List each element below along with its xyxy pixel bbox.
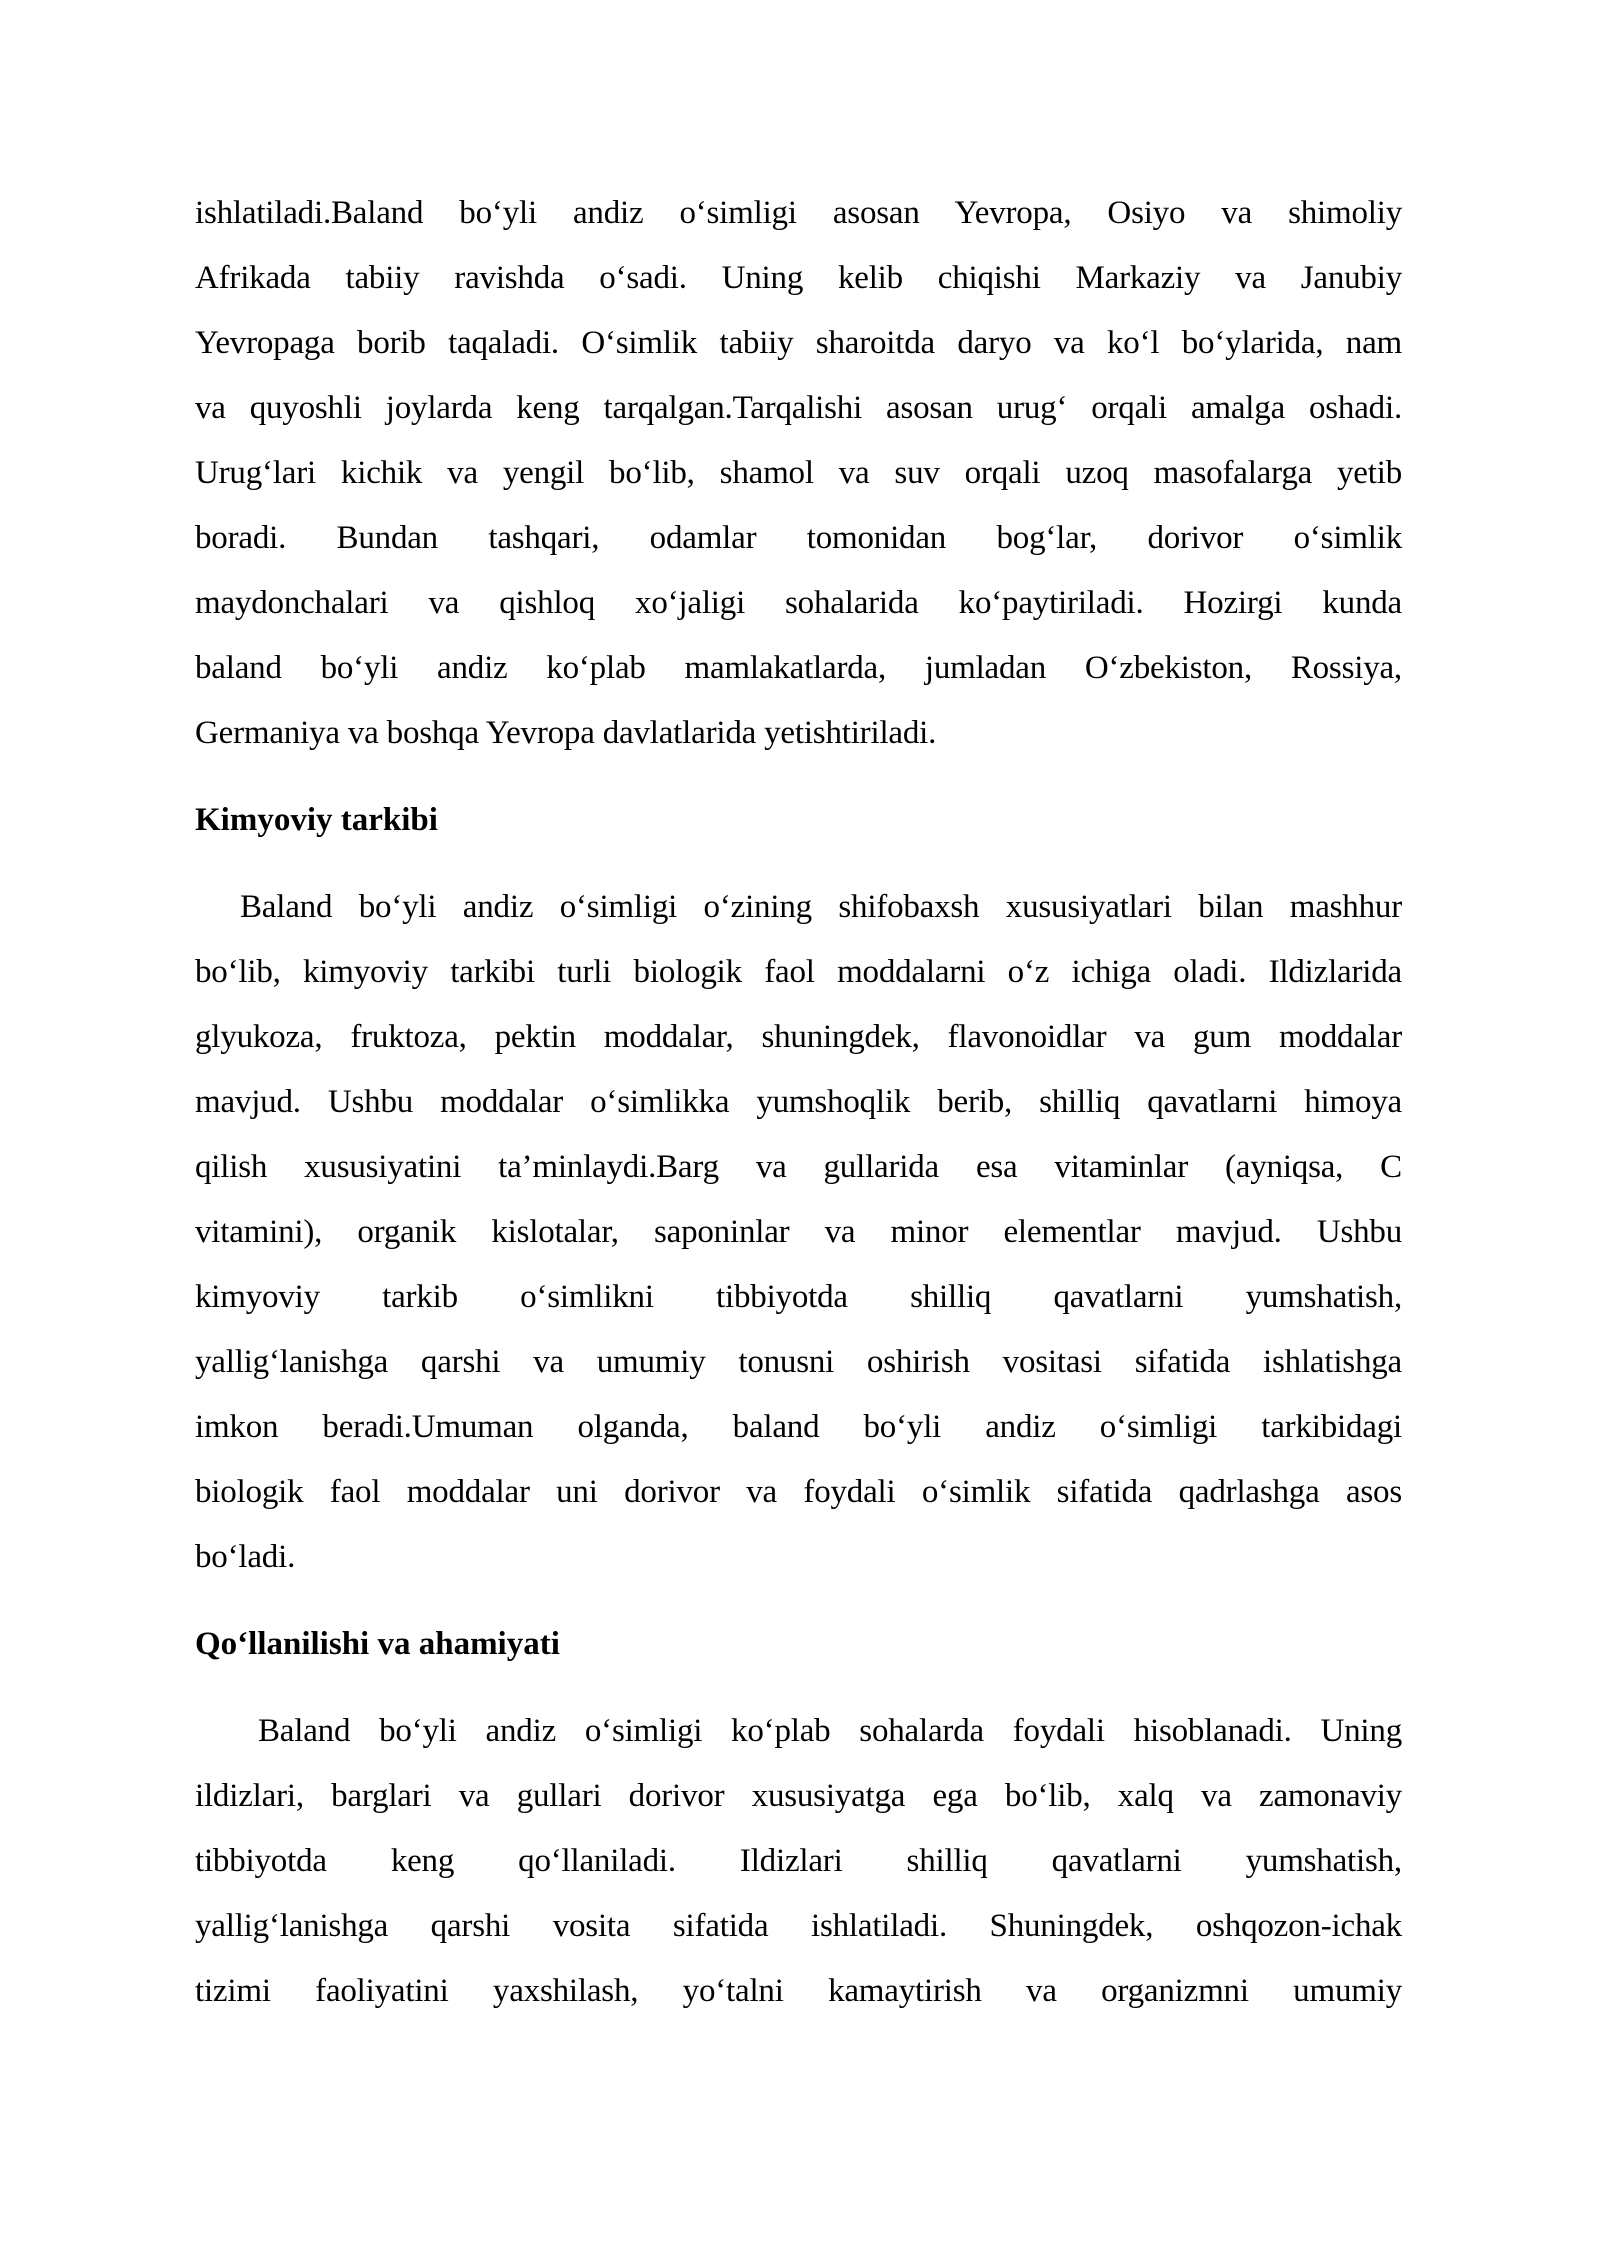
text-line: va quyoshli joylarda keng tarqalgan.Tarqalishi asosan urug‘ orqali amalga oshadi. (195, 390, 1402, 426)
text-line: bo‘lib, kimyoviy tarkibi turli biologik faol moddalarni o‘z ichiga oladi. Ildizlarida (195, 954, 1402, 990)
text-line: Afrikada tabiiy ravishda o‘sadi. Uning kelib chiqishi Markaziy va Janubiy (195, 260, 1402, 296)
text-line: yallig‘lanishga qarshi va umumiy tonusni oshirish vositasi sifatida ishlatishga (195, 1344, 1402, 1380)
text-line: boradi. Bundan tashqari, odamlar tomonidan bog‘lar, dorivor o‘simlik (195, 520, 1402, 556)
text-line: maydonchalari va qishloq xo‘jaligi sohalarida ko‘paytiriladi. Hozirgi kunda (195, 585, 1402, 621)
text-line: glyukoza, fruktoza, pektin moddalar, shuningdek, flavonoidlar va gum moddalar (195, 1019, 1402, 1055)
text-line: baland bo‘yli andiz ko‘plab mamlakatlarda, jumladan O‘zbekiston, Rossiya, (195, 650, 1402, 686)
text-line: vitamini), organik kislotalar, saponinlar va minor elementlar mavjud. Ushbu (195, 1214, 1402, 1250)
text-line: Baland bo‘yli andiz o‘simligi o‘zining shifobaxsh xususiyatlari bilan mashhur (240, 889, 1402, 925)
text-line: mavjud. Ushbu moddalar o‘simlikka yumshoqlik berib, shilliq qavatlarni himoya (195, 1084, 1402, 1120)
paragraph (195, 875, 1402, 1590)
text-line: qilish xususiyatini ta’minlaydi.Barg va gullarida esa vitaminlar (ayniqsa, C (195, 1149, 1402, 1185)
paragraph (195, 1699, 1402, 2024)
document-text-column (195, 181, 1402, 2024)
text-line: ishlatiladi.Baland bo‘yli andiz o‘simligi asosan Yevropa, Osiyo va shimoliy (195, 195, 1402, 231)
text-line: Urug‘lari kichik va yengil bo‘lib, shamol va suv orqali uzoq masofalarga yetib (195, 455, 1402, 491)
text-line: yallig‘lanishga qarshi vosita sifatida ishlatiladi. Shuningdek, oshqozon-ichak (195, 1908, 1402, 1944)
text-line: Baland bo‘yli andiz o‘simligi ko‘plab sohalarda foydali hisoblanadi. Uning (258, 1713, 1402, 1749)
text-line: Yevropaga borib taqaladi. O‘simlik tabiiy sharoitda daryo va ko‘l bo‘ylarida, nam (195, 325, 1402, 361)
text-line: Germaniya va boshqa Yevropa davlatlarida yetishtiriladi. (195, 715, 937, 751)
text-line: tibbiyotda keng qo‘llaniladi. Ildizlari shilliq qavatlarni yumshatish, (195, 1843, 1402, 1879)
section-heading-kimyoviy-tarkibi: Kimyoviy tarkibi (195, 802, 438, 838)
text-line: bo‘ladi. (195, 1539, 296, 1575)
text-line: biologik faol moddalar uni dorivor va foydali o‘simlik sifatida qadrlashga asos (195, 1474, 1402, 1510)
text-line: kimyoviy tarkib o‘simlikni tibbiyotda shilliq qavatlarni yumshatish, (195, 1279, 1402, 1315)
paragraph (195, 181, 1402, 766)
text-line: ildizlari, barglari va gullari dorivor xususiyatga ega bo‘lib, xalq va zamonaviy (195, 1778, 1402, 1814)
text-line: tizimi faoliyatini yaxshilash, yo‘talni kamaytirish va organizmni umumiy (195, 1973, 1402, 2009)
text-line: imkon beradi.Umuman olganda, baland bo‘yli andiz o‘simligi tarkibidagi (195, 1409, 1402, 1445)
section-heading-qollanilishi-va-ahamiyati: Qo‘llanilishi va ahamiyati (195, 1626, 560, 1662)
